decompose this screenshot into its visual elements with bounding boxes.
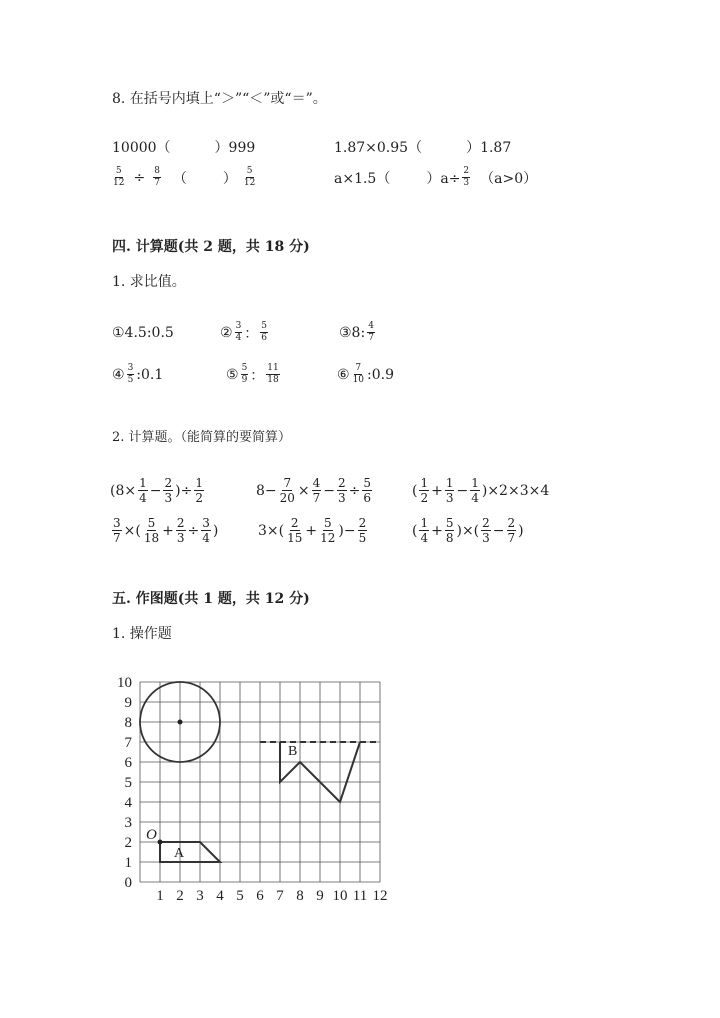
fraction: $\frac{5}{6}$	[261, 321, 268, 343]
fraction: $\frac{1}{4}$	[420, 516, 429, 545]
q8-item-4: a×1.5（ ）a÷ $\frac{2}{3}$ （a>0）	[334, 166, 538, 188]
fraction: $\frac{2}{5}$	[358, 516, 367, 545]
fraction: $\frac{1}{2}$	[420, 476, 429, 505]
x-tick-label: 12	[372, 888, 388, 904]
x-tick-label: 6	[256, 888, 264, 904]
ratio-5: ⑤ $\frac{5}{9}$ ： $\frac{11}{18}$	[226, 363, 279, 385]
x-tick-label: 1	[156, 888, 164, 904]
y-axis-labels	[117, 675, 133, 891]
q8-item-2	[334, 137, 511, 157]
fraction: $\frac{1}{4}$	[471, 476, 479, 505]
fraction: $\frac{4}{7}$	[312, 476, 321, 505]
y-tick-label: 4	[124, 795, 132, 811]
y-tick-label: 3	[124, 815, 132, 831]
fraction: $\frac{1}{2}$	[195, 476, 203, 505]
q8-item-1-paren: ）	[214, 140, 229, 156]
q8-item-2-paren: ）	[466, 140, 481, 156]
fraction: $\frac{3}{7}$	[113, 516, 121, 545]
y-tick-label: 9	[124, 695, 132, 711]
y-tick-label: 10	[117, 675, 132, 691]
fraction: $\frac{2}{3}$	[176, 516, 185, 545]
x-tick-label: 11	[352, 888, 368, 904]
label-b: B	[288, 744, 298, 759]
q8-title: 8. 在括号内填上“＞”“＜”或“＝”。	[112, 91, 327, 107]
x-tick-label: 5	[236, 888, 244, 904]
shape-a	[160, 842, 220, 862]
x-tick-label: 9	[316, 888, 324, 904]
y-tick-label: 5	[124, 775, 132, 791]
fraction: $\frac{5}{9}$	[241, 363, 248, 385]
ratio-2: ② $\frac{3}{4}$ ： $\frac{5}{6}$	[220, 321, 268, 343]
x-tick-label: 7	[276, 888, 284, 904]
q8-item-2-left: 1.87×0.95（	[334, 140, 423, 156]
x-tick-label: 10	[332, 888, 348, 904]
fraction: $\frac{2}{7}$	[507, 516, 516, 545]
y-tick-label: 7	[124, 735, 132, 751]
circle-center-point	[178, 720, 183, 725]
s5-q1-title: 1. 操作题	[112, 626, 172, 642]
y-tick-label: 6	[124, 755, 132, 771]
fraction: $\frac{5}{12}$	[243, 166, 256, 188]
fraction: $\frac{3}{5}$	[127, 363, 134, 385]
expr-6: ( $\frac{1}{4}$ + $\frac{5}{8}$ )×( $\frac{2}{3}$ − $\frac{2}{7}$ )	[412, 516, 524, 545]
y-tick-label: 2	[124, 835, 132, 851]
fraction: $\frac{11}{18}$	[267, 363, 279, 385]
fraction: $\frac{1}{4}$	[139, 476, 147, 505]
fraction: $\frac{1}{3}$	[445, 476, 454, 505]
fraction: $\frac{2}{3}$	[338, 476, 346, 505]
section-4-heading: 四. 计算题(共 2 题，共 18 分)	[112, 239, 310, 255]
s4-q2-title: 2. 计算题。（能简算的要简算）	[112, 430, 292, 445]
ratio-6: ⑥ $\frac{7}{10}$ :0.9	[337, 363, 394, 385]
fraction: $\frac{7}{20}$	[279, 476, 295, 505]
x-tick-label: 4	[216, 888, 224, 904]
x-axis-labels	[156, 888, 387, 904]
ratio-4: ④ $\frac{3}{5}$ :0.1	[112, 363, 164, 385]
fraction: $\frac{5}{18}$	[143, 516, 160, 545]
expr-1: (8× $\frac{1}{4}$ − $\frac{2}{3}$ )÷ $\frac{1}{2}$	[110, 476, 203, 505]
y-tick-label: 8	[124, 715, 132, 731]
q8-item-1-right: 999	[228, 140, 256, 156]
expr-5: 3×( $\frac{2}{15}$ + $\frac{5}{12}$ )− $\frac{2}{5}$	[258, 516, 367, 545]
fraction: $\frac{2}{3}$	[482, 516, 490, 545]
fraction: $\frac{5}{6}$	[363, 476, 372, 505]
coordinate-grid	[0, 660, 420, 910]
fraction: $\frac{2}{3}$	[463, 166, 470, 188]
fraction: $\frac{2}{3}$	[164, 476, 173, 505]
expr-3: ( $\frac{1}{2}$ + $\frac{1}{3}$ − $\frac{1}{4}$ )×2×3×4	[412, 476, 550, 505]
q8-item-2-right: 1.87	[480, 140, 512, 156]
x-tick-label: 3	[196, 888, 204, 904]
ratio-3: ③8: $\frac{4}{7}$	[339, 321, 374, 343]
fraction: $\frac{8}{7}$	[154, 166, 160, 188]
label-a: A	[174, 846, 185, 861]
fraction: $\frac{4}{7}$	[368, 321, 374, 343]
origin-point	[158, 840, 163, 845]
fraction: $\frac{3}{4}$	[202, 516, 210, 545]
q8-item-1-left: 10000（	[112, 140, 171, 156]
x-tick-label: 2	[176, 888, 184, 904]
q8-item-3: $\frac{5}{12}$ ÷ $\frac{8}{7}$ （ ） $\frac{5}{12}$	[113, 166, 256, 188]
fraction: $\frac{5}{12}$	[113, 166, 125, 188]
origin-label: O	[146, 827, 157, 843]
expr-2: 8− $\frac{7}{20}$ × $\frac{4}{7}$ − $\frac{2}{3}$ ÷ $\frac{5}{6}$	[256, 476, 372, 505]
y-tick-label: 0	[124, 875, 132, 891]
q8-item-1	[112, 137, 255, 157]
fraction: $\frac{7}{10}$	[352, 363, 365, 385]
s4-q1-title: 1. 求比值。	[112, 274, 186, 290]
x-tick-label: 8	[296, 888, 304, 904]
y-tick-label: 1	[124, 855, 132, 871]
fraction: $\frac{5}{8}$	[445, 516, 454, 545]
ratio-1: ①4.5:0.5	[112, 325, 174, 341]
expr-4: $\frac{3}{7}$ ×( $\frac{5}{18}$ + $\frac{2}{3}$ ÷ $\frac{3}{4}$ )	[113, 516, 219, 545]
section-5-heading: 五. 作图题(共 1 题，共 12 分)	[112, 591, 310, 607]
fraction: $\frac{5}{12}$	[320, 516, 336, 545]
fraction: $\frac{2}{15}$	[287, 516, 303, 545]
fraction: $\frac{3}{4}$	[235, 321, 242, 343]
